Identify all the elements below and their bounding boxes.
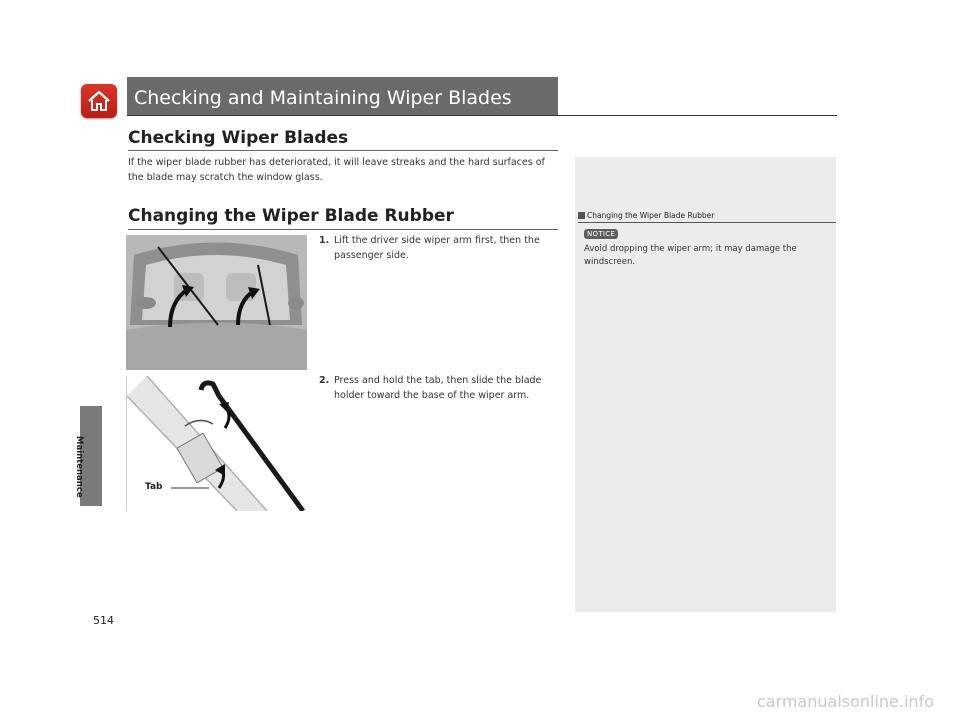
home-icon (86, 88, 112, 114)
section-divider (128, 229, 558, 230)
step-2 (319, 373, 559, 403)
watermark: carmanualsonline.info (756, 692, 934, 711)
step-text: Lift the driver side wiper arm first, then the passenger side. (334, 235, 540, 261)
page-number: 514 (93, 614, 114, 627)
tab-callout-label: Tab (145, 482, 163, 492)
notice-badge: NOTICE (584, 229, 618, 239)
section-divider (128, 150, 558, 151)
page-title: Checking and Maintaining Wiper Blades (134, 87, 512, 109)
step-number: 1. (319, 235, 330, 246)
note-marker-icon (578, 212, 585, 219)
side-note-divider (578, 222, 836, 223)
side-note-heading (578, 211, 714, 220)
section-tab-label[interactable]: Maintenance (74, 436, 84, 498)
step-text: Press and hold the tab, then slide the blade holder toward the base of the wiper arm. (334, 375, 542, 401)
side-note-text: Avoid dropping the wiper arm; it may damage the windscreen. (584, 244, 797, 267)
side-note-panel (575, 157, 836, 612)
home-button[interactable] (81, 84, 117, 118)
section-text-checking: If the wiper blade rubber has deteriorated, it will leave streaks and the hard surfaces of the blade may scratch the window glass. (128, 157, 545, 183)
side-note-title: Changing the Wiper Blade Rubber (587, 211, 715, 220)
step-1 (319, 233, 559, 263)
title-divider (127, 115, 837, 116)
step-number: 2. (319, 375, 330, 386)
section-heading-checking: Checking Wiper Blades (128, 128, 349, 148)
section-heading-changing: Changing the Wiper Blade Rubber (128, 206, 454, 226)
wiper-lift-illustration (126, 235, 307, 370)
